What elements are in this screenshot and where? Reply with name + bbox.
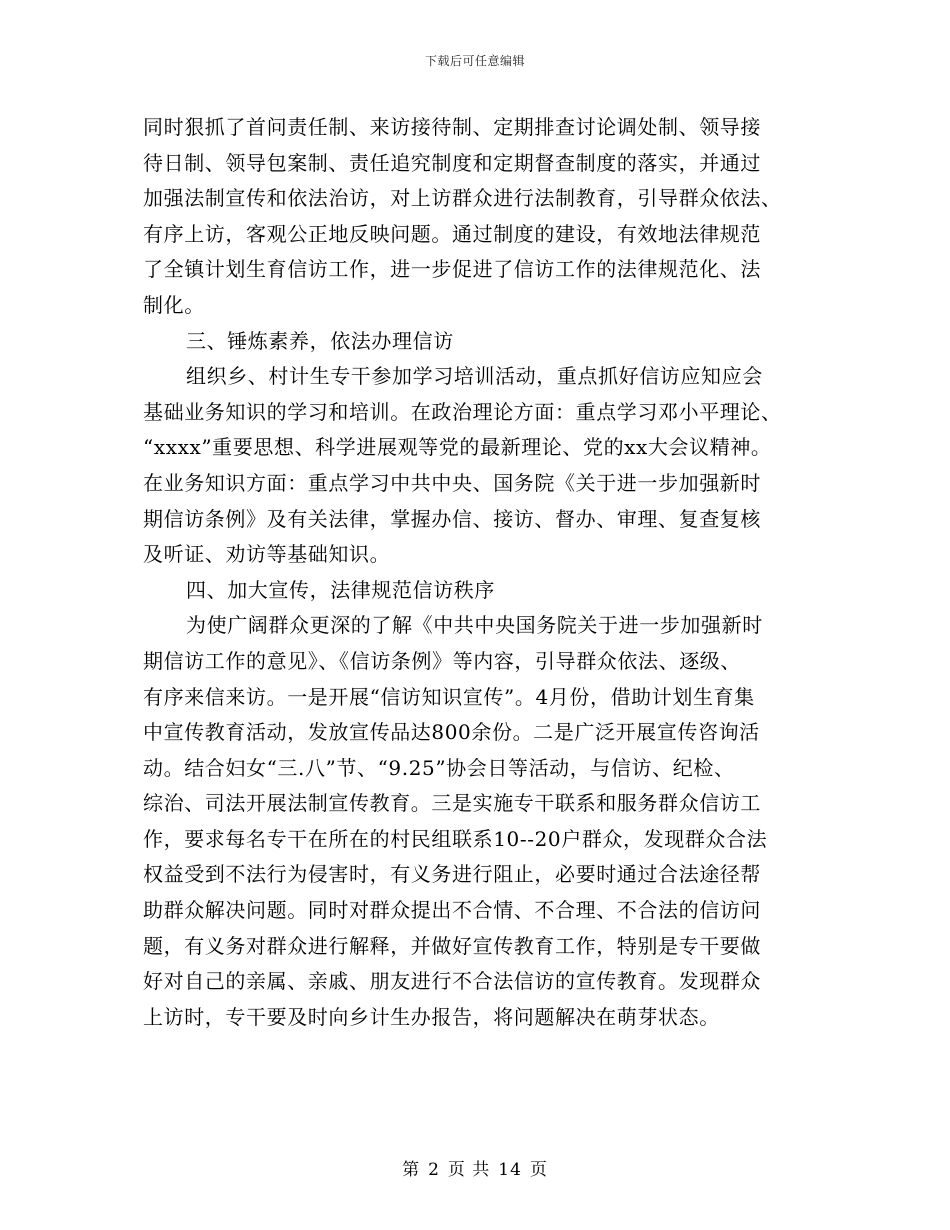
text-line: 及听证、劝访等基础知识。 — [143, 542, 391, 567]
text-line: 在业务知识方面：重点学习中共中央、国务院《关于进一步加强新时 — [143, 470, 761, 495]
text-line: 四、加大宣传，法律规范信访秩序 — [186, 577, 495, 602]
text-line: 了全镇计划生育信访工作，进一步促进了信访工作的法律规范化、法 — [143, 257, 761, 282]
text-line: 同时狠抓了首问责任制、来访接待制、定期排查讨论调处制、领导接 — [143, 115, 761, 139]
text-line: 综治、司法开展法制宣传教育。三是实施专干联系和服务群众信访工 — [143, 791, 761, 816]
footer-page-number: 2 — [428, 1160, 440, 1180]
text-line: 权益受到不法行为侵害时，有义务进行阻止，必要时通过合法途径帮 — [143, 862, 761, 887]
text-line: 有序来信来访。一是开展“信访知识宣传”。4月份，借助计划生育集 — [143, 684, 755, 709]
text-line: 上访时，专干要及时向乡计生办报告，将问题解决在萌芽状态。 — [143, 1004, 720, 1029]
footer-middle: 页 共 — [447, 1160, 491, 1180]
text-line: 好对自己的亲属、亲戚、朋友进行不合法信访的宣传教育。发现群众 — [143, 969, 761, 994]
text-line: 期信访工作的意见》、《信访条例》等内容，引导群众依法、逐级、 — [143, 648, 741, 673]
document-body — [143, 110, 823, 1035]
footer-suffix: 页 — [529, 1160, 548, 1180]
text-line: 中宣传教育活动，发放宣传品达800余份。二是广泛开展宣传咨询活 — [143, 720, 760, 745]
text-line: 组织乡、村计生专干参加学习培训活动，重点抓好信访应知应会 — [186, 364, 763, 389]
text-line: 题，有义务对群众进行解释，并做好宣传教育工作，特别是专干要做 — [143, 933, 761, 958]
text-line: 动。结合妇女“三.八”节、“9.25”协会日等活动，与信访、纪检、 — [143, 755, 735, 780]
footer-total-pages: 14 — [498, 1160, 522, 1180]
text-line: 基础业务知识的学习和培训。在政治理论方面：重点学习邓小平理论、 — [143, 399, 782, 424]
text-line: “xxxx”重要思想、科学进展观等党的最新理论、党的xx大会议精神。 — [143, 435, 772, 460]
text-line: 助群众解决问题。同时对群众提出不合情、不合理、不合法的信访问 — [143, 898, 761, 923]
text-line: 待日制、领导包案制、责任追究制度和定期督查制度的落实，并通过 — [143, 150, 761, 175]
text-line: 为使广阔群众更深的了解《中共中央国务院关于进一步加强新时 — [186, 613, 763, 638]
text-line: 制化。 — [143, 292, 205, 317]
text-line: 三、锤炼素养，依法办理信访 — [186, 328, 454, 353]
footer-prefix: 第 — [402, 1160, 421, 1180]
text-line: 期信访条例》及有关法律，掌握办信、接访、督办、审理、复查复核 — [143, 506, 761, 531]
text-line: 有序上访，客观公正地反映问题。通过制度的建设，有效地法律规范 — [143, 221, 761, 246]
text-line: 加强法制宣传和依法治访，对上访群众进行法制教育，引导群众依法、 — [143, 186, 782, 211]
text-line: 作，要求每名专干在所在的村民组联系10--20户群众，发现群众合法 — [143, 826, 768, 851]
page-footer — [0, 1155, 950, 1180]
page-header: 下载后可任意编辑 — [424, 54, 525, 68]
